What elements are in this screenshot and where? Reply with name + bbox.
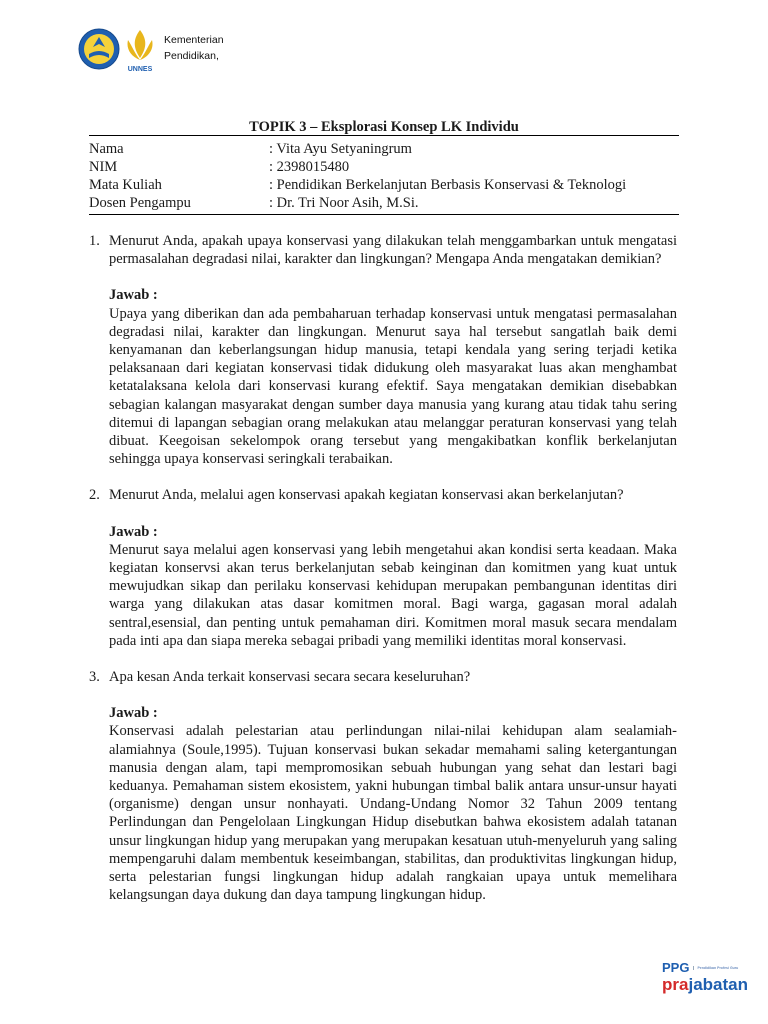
identity-value: : Vita Ayu Setyaningrum xyxy=(269,141,412,157)
pra-label: pra xyxy=(662,975,689,994)
answer-text: Konservasi adalah pelestarian atau perlindungan nilai-nilai kehidupan alam sealamiah-alamiahnya (Soule,1995). Tujuan konservasi bukan sekadar memahami saling ketergantungan manusia dengan alam, tapi mempromosikan sebuah hubungan yang sehat dan lestari bagi keduanya. Pemahaman sistem ekosistem, yakni hubungan timbal balik antara unsur-unsur hayati (organisme) dengan unsur nonhayati. Undang-Undang Nomor 32 Tahun 2009 tentang Perlindungan dan Pengelolaan Lingkungan Hidup disebutkan bahwa ekosistem adalah tatanan unsur lingkungan hidup yang merupakan yang merupakan kesatuan utuh-menyeluruh yang saling mempengaruhi dalam membentuk keseimbangan, stabilitas, dan produktivitas lingkungan hidup, serta pelestarian fungsi lingkungan hidup adalah rangkaian upaya untuk memelihara kelangsungan daya dukung dan daya tampung lingkungan hidup. xyxy=(109,723,677,904)
jabatan-label: jabatan xyxy=(688,975,748,994)
prajabatan-wordmark xyxy=(662,975,748,995)
unnes-logo-icon xyxy=(122,28,158,74)
answer-label: Jawab : xyxy=(109,705,158,722)
identity-label: Mata Kuliah xyxy=(89,177,162,193)
unnes-label: UNNES xyxy=(127,66,153,73)
identity-table xyxy=(89,135,679,215)
identity-label: NIM xyxy=(89,159,118,175)
question-text: Menurut Anda, apakah upaya konservasi yang dilakukan telah menggambarkan untuk mengatasi permasalahan degradasi nilai, karakter dan lingkungan? Mengapa Anda mengatakan demikian? xyxy=(109,233,677,268)
question-number: 3. xyxy=(89,669,100,686)
identity-value: : Pendidikan Berkelanjutan Berbasis Konservasi & Teknologi xyxy=(269,177,627,193)
identity-label: Nama xyxy=(89,141,124,157)
answer-label: Jawab : xyxy=(109,287,158,304)
kemdikbud-logo-icon xyxy=(78,28,120,70)
question-number: 2. xyxy=(89,487,100,504)
answer-text: Menurut saya melalui agen konservasi yang lebih mengetahui akan kondisi serta keadaan. Maka kegiatan konservsi akan terus berkelanjutan sebab keinginan dan komitmen yang kuat untuk mewujudkan sikap dan perilaku konservasi kehidupan merupakan pembangunan identitas diri warga yang dilakukan atas dasar komitmen moral. Bagi warga, gagasan moral adalah sentral,esensial, dan penting untuk pemahaman diri. Komitmen moral masuk secara mendalam pada inti apa dan siapa mereka sebagai pribadi yang memiliki identitas moral konservasi. xyxy=(109,541,677,649)
ministry-line-1: Kementerian xyxy=(164,34,224,46)
ministry-name xyxy=(164,32,224,64)
document-title: TOPIK 3 – Eksplorasi Konsep LK Individu xyxy=(249,119,519,135)
identity-value: : Dr. Tri Noor Asih, M.Si. xyxy=(269,195,419,211)
question-number: 1. xyxy=(89,233,100,249)
question-text: Menurut Anda, melalui agen konservasi apakah kegiatan konservasi akan berkelanjutan? xyxy=(109,487,624,504)
identity-row-nim xyxy=(89,158,679,176)
document-header xyxy=(78,28,224,74)
question-2 xyxy=(89,486,677,504)
question-1 xyxy=(89,232,677,268)
identity-row-lecturer xyxy=(89,194,679,212)
ppg-sub-label: Pendidikan Profesi Guru xyxy=(693,966,738,970)
answer-text: Upaya yang diberikan dan ada pembaharuan terhadap konservasi untuk mengatasi permasalahan degradasi nilai, karakter dan lingkungan. Menurut saya hal tersebut sangatlah baik demi kenyamanan dan keberlangsungan hidup manusia, tetapi kendala yang sering terjadi ketika pelaksanaan dari kegiatan konservasi tidak didukung oleh masyarakat luas akan menghambat ketatalaksana kelola dari konservasi kurang efektif. Saya mengatakan demikian disebabkan sebagian kalangan masyarakat dengan sumber daya manusia yang kurang atau tidak tahu sering ditemui di lapangan sebagian orang melakukan atau melanggar peraturan konservasi yang telah dibuat. Keegoisan sekelompok orang tersebut yang mengakibatkan konflik berkelanjutan sehingga upaya konservasi seringkali terabaikan. xyxy=(109,305,677,468)
identity-value: : 2398015480 xyxy=(269,159,350,175)
question-text: Apa kesan Anda terkait konservasi secara secara keseluruhan? xyxy=(109,669,471,686)
answer-label: Jawab : xyxy=(109,523,158,540)
ppg-label: PPG xyxy=(662,960,690,975)
answer-3 xyxy=(109,704,677,904)
identity-row-name xyxy=(89,140,679,158)
ppg-mark xyxy=(662,960,748,975)
ppg-prajabatan-logo xyxy=(662,960,748,995)
answer-2 xyxy=(109,523,677,650)
question-3 xyxy=(89,668,677,686)
identity-row-course xyxy=(89,176,679,194)
ministry-line-2: Pendidikan, xyxy=(164,50,219,62)
answer-1 xyxy=(109,286,677,468)
question-list xyxy=(89,232,677,905)
identity-label: Dosen Pengampu xyxy=(89,195,191,211)
